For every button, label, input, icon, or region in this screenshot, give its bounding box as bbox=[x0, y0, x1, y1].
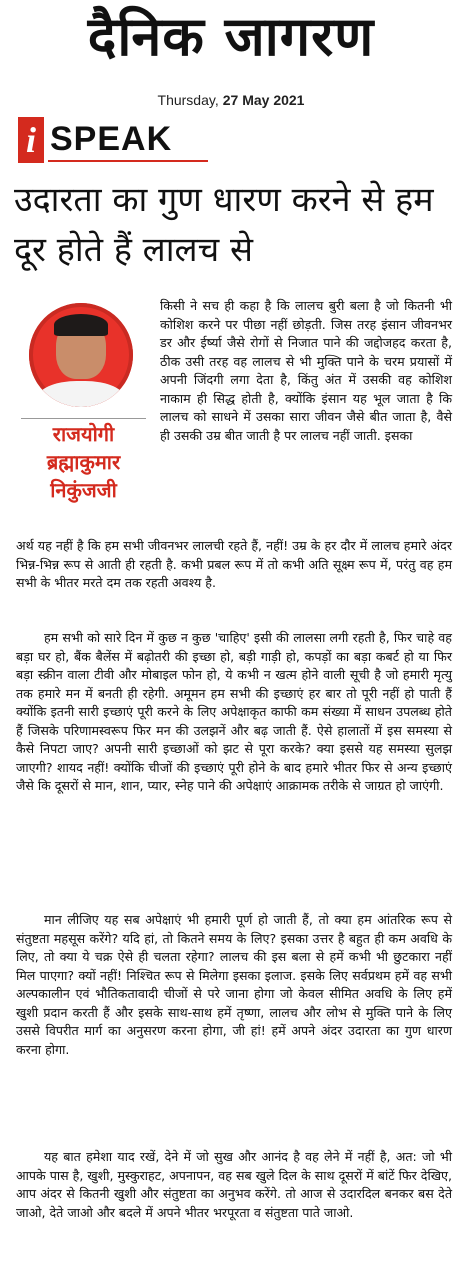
column-header bbox=[18, 117, 218, 163]
column-name: SPEAK bbox=[50, 120, 173, 158]
author-photo bbox=[29, 303, 133, 407]
article-paragraph-3: मान लीजिए यह सब अपेक्षाएं भी हमारी पूर्ण हो जाती हैं, तो क्या हम आंतरिक रूप से संतुष्टता महसूस करेंगे? यदि हां, तो कितने समय के लिए? इसका उत्तर है बहुत ही कम अवधि के लिए, तो क्या ये चक्र ऐसे ही चलता रहेगा? लालच की इस बला से हमें कभी भी छुटकारा नहीं मिल पाएगा? क्यों नहीं! निश्चित रूप से मिलेगा इसका इलाज. इसके लिए सर्वप्रथम हमें वह सभी अल्पकालीन एवं भौतिकतावादी चीजों से परे जाना होगा जो केवल सीमित अवधि के लिए हमें खुशी प्रदान करती हैं और इसके साथ-साथ हमें तृष्णा, लालच और लोभ से मुक्ति पाने के लिए उससे विपरीत मार्ग का अनुसरण करना होगा, जी हां! हमें अपने अंदर उदारता का गुण धारण करना होगा. bbox=[16, 912, 452, 1057]
publication-date bbox=[0, 92, 462, 108]
article-paragraph-2: हम सभी को सारे दिन में कुछ न कुछ 'चाहिए' इसी की लालसा लगी रहती है, फिर चाहे वह बड़ा घर हो, बैंक बैलेंस में बढ़ोतरी की इच्छा हो, बड़ी गाड़ी हो, कपड़ों का बड़ा कबर्ट हो या फिर बड़ा स्क्रीन वाला टीवी और मोबाइल फोन हो, ये कभी न खत्म होने वाली सूची है जो हमारी मृत्यु तक हमारे मन में बनती ही रहेगी. अमूमन हम सभी की इच्छाएं हर बार तो पूरी नहीं हो पाती हैं क्योंकि इतनी सारी इच्छाएं पूरी करने के लिए अपेक्षाकृत काफी कम संख्या में साधन उपलब्ध होते हैं जिसके परिणामस्वरूप फिर मन की उलझनें और बढ़ जाती हैं. ऐसे हालातों में इस समस्या से कैसे निपटा जाए? अपनी सारी इच्छाओं को झट से पूरा करके? क्या इससे यह समस्या सुलझ जाएगी? शायद नहीं! क्योंकि चीजों की इच्छाएं पूरी होने के बाद हमारे भीतर फिर से अन्य इच्छाएं जैसे कि दूसरों से मान, शान, प्यार, स्नेह पाने की अपेक्षाएं आक्रामक तरीके से जाग्रत हो जाएंगी. bbox=[16, 630, 452, 793]
article-paragraph-4: यह बात हमेशा याद रखें, देने में जो सुख और आनंद है वह लेने में नहीं है, अत: जो भी आपके पास है, खुशी, मुस्कुराहट, अपनापन, वह सब खुले दिल के साथ दूसरों में बांटें फिर देखिए, आप अंदर से कितनी खुशी और संतुष्टता का अनुभव करेंगे. तो आज से उदारदिल बनकर बस देते जाओ, देते जाओ और बदले में अपने भीतर भरपूरता व संतुष्टता पाते जाओ. bbox=[16, 1149, 452, 1220]
author-name: राजयोगी ब्रह्माकुमार निकुंजजी bbox=[46, 422, 121, 502]
author-box bbox=[16, 300, 151, 530]
article-headline: उदारता का गुण धारण करने से हम दूर होते हैं लालच से bbox=[14, 180, 434, 270]
article-paragraph-1: किसी ने सच ही कहा है कि लालच बुरी बला है जो कितनी भी कोशिश करने पर पीछा नहीं छोड़ती. जिस तरह इंसान जीवनभर डर और ईर्ष्या जैसे रोगों से निजात पाने की जद्दोजहद करता है, ठीक उसी तरह वह लालच से भी मुक्ति पाने के चरम प्रयासों में अपनी जिंदगी लगा देता है, किंतु अंत में उसकी वह कोशिश नाकाम ही सिद्ध होती है, क्योंकि इंसान यह भूल जाता है कि लालच को साधने में उसका सारा जीवन जैसे बीत जाता है, वैसे ही उसकी उम्र बीत जाती है पर लालच नहीं जाती. इसका bbox=[160, 298, 452, 443]
newspaper-masthead bbox=[0, 0, 462, 84]
article-paragraph-1-continued: अर्थ यह नहीं है कि हम सभी जीवनभर लालची रहते हैं, नहीं! उम्र के हर दौर में लालच हमारे अंदर भिन्न-भिन्न रूप से आती ही रहती है. कभी प्रबल रूप में तो कभी अति सूक्ष्म रूप में, परंतु वह हम सभी के भीतर मरते दम तक रहती अवश्य है. bbox=[16, 538, 452, 590]
author-divider bbox=[21, 418, 146, 419]
publication-date-value: 27 May 2021 bbox=[222, 92, 305, 108]
newspaper-title: दैनिक जागरण bbox=[87, 5, 375, 68]
publication-day: Thursday, bbox=[157, 92, 219, 108]
column-divider bbox=[48, 160, 208, 162]
column-logo-icon: i bbox=[18, 117, 44, 163]
